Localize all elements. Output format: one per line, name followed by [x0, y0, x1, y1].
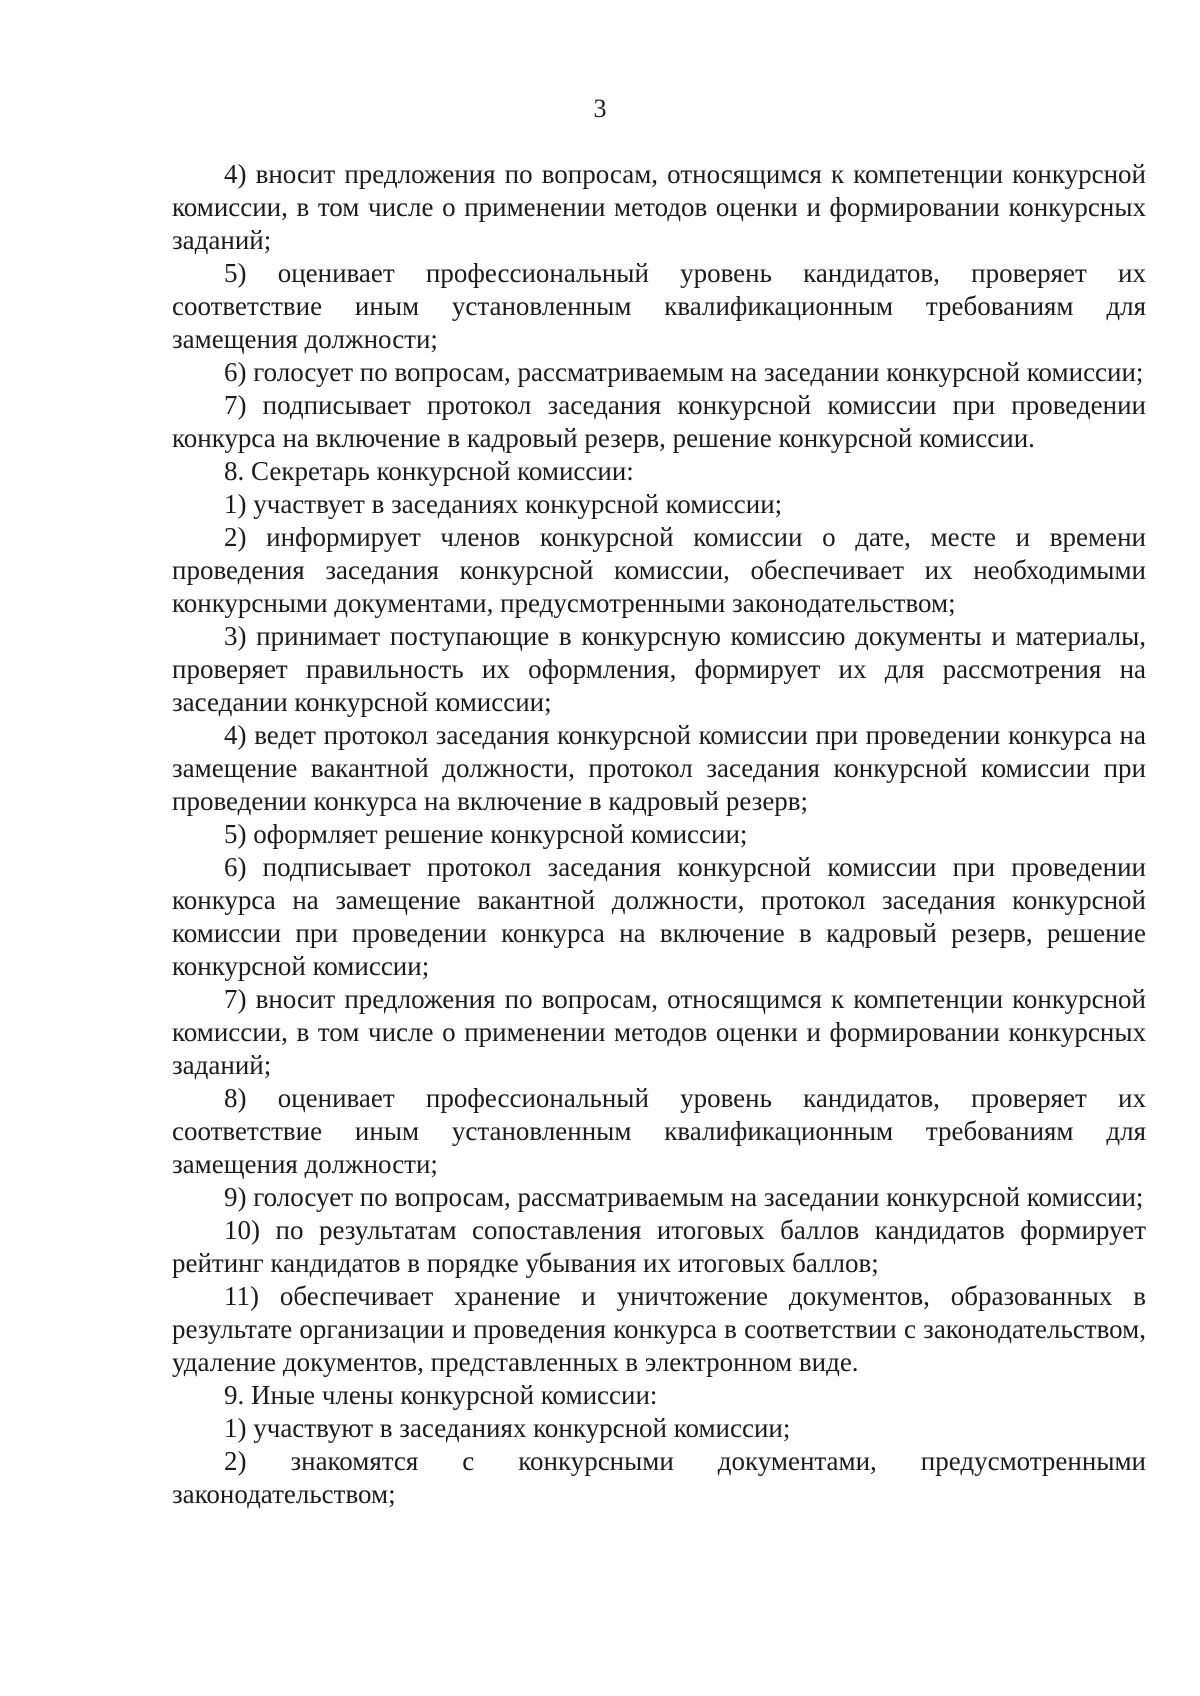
secretary-item-8: 8) оценивает профессиональный уровень кандидатов, проверяет их соответствие иным установленным квалификационным требованиям для замещения должности; [172, 1083, 1146, 1179]
members-item-2: 2) знакомятся с конкурсными документами, предусмотренными законодательством; [172, 1446, 1146, 1509]
secretary-item-2: 2) информирует членов конкурсной комиссии о дате, месте и времени проведения заседания конкурсной комиссии, обеспечивает их необходимыми конкурсными документами, предусмотренными законодательством; [172, 522, 1146, 618]
secretary-item-5: 5) оформляет решение конкурсной комиссии; [224, 819, 748, 849]
paragraph-4-proposals: 4) вносит предложения по вопросам, относящимся к компетенции конкурсной комиссии, в том числе о применении методов оценки и формировании конкурсных заданий; [172, 159, 1146, 255]
secretary-item-10: 10) по результатам сопоставления итоговых баллов кандидатов формирует рейтинг кандидатов в порядке убывания их итоговых баллов; [172, 1215, 1146, 1278]
paragraph-6-votes: 6) голосует по вопросам, рассматриваемым на заседании конкурсной комиссии; [224, 357, 1144, 387]
secretary-item-3: 3) принимает поступающие в конкурсную комиссию документы и материалы, проверяет правильность их оформления, формирует их для рассмотрения на заседании конкурсной комиссии; [172, 621, 1146, 717]
secretary-item-1: 1) участвует в заседаниях конкурсной комиссии; [224, 489, 783, 519]
section-9-heading: 9. Иные члены конкурсной комиссии: [224, 1380, 658, 1410]
section-8-heading: 8. Секретарь конкурсной комиссии: [224, 456, 634, 486]
paragraph-7-signs: 7) подписывает протокол заседания конкурсной комиссии при проведении конкурса на включение в кадровый резерв, решение конкурсной комиссии. [172, 390, 1146, 453]
page-number: 3 [593, 94, 607, 123]
document-body [172, 158, 1146, 1511]
members-item-1: 1) участвуют в заседаниях конкурсной комиссии; [224, 1413, 791, 1443]
secretary-item-6: 6) подписывает протокол заседания конкурсной комиссии при проведении конкурса на замещение вакантной должности, протокол заседания конкурсной комиссии при проведении конкурса на включение в кадровый резерв, решение конкурсной комиссии; [172, 852, 1146, 981]
secretary-item-11: 11) обеспечивает хранение и уничтожение документов, образованных в результате организации и проведения конкурса в соответствии с законодательством, удаление документов, представленных в электронном виде. [172, 1281, 1146, 1377]
secretary-item-4: 4) ведет протокол заседания конкурсной комиссии при проведении конкурса на замещение вакантной должности, протокол заседания конкурсной комиссии при проведении конкурса на включение в кадровый резерв; [172, 720, 1146, 816]
paragraph-5-evaluates: 5) оценивает профессиональный уровень кандидатов, проверяет их соответствие иным установленным квалификационным требованиям для замещения должности; [172, 258, 1146, 354]
secretary-item-7: 7) вносит предложения по вопросам, относящимся к компетенции конкурсной комиссии, в том числе о применении методов оценки и формировании конкурсных заданий; [172, 984, 1146, 1080]
secretary-item-9: 9) голосует по вопросам, рассматриваемым на заседании конкурсной комиссии; [224, 1182, 1144, 1212]
